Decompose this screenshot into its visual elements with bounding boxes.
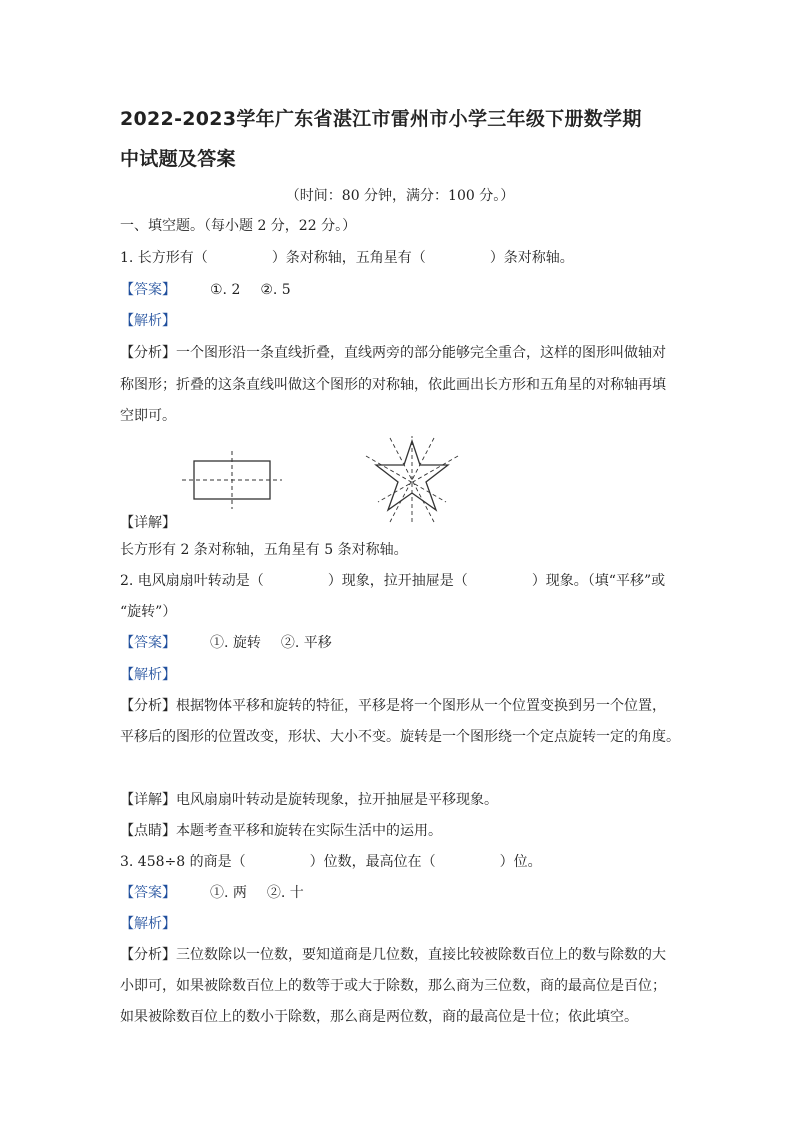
document-title-line2: 中试题及答案 bbox=[120, 148, 236, 170]
q3-answer-2: ②. 十 bbox=[266, 885, 304, 901]
q2-text-c: ）现象。（填“平移”或 bbox=[531, 573, 666, 589]
q3-fenxi-line2: 小即可，如果被除数百位上的数等于或大于除数，那么商为三位数，商的最高位是百位； bbox=[120, 978, 666, 994]
q2-answer-1: ①. 旋转 bbox=[210, 635, 261, 651]
fenxi-label: 【分析】 bbox=[120, 698, 176, 714]
fenxi-label: 【分析】 bbox=[120, 947, 176, 963]
q1-fenxi-line1 bbox=[120, 343, 680, 363]
q3-answer bbox=[120, 883, 680, 903]
q1-answer-2: ②. 5 bbox=[260, 282, 291, 298]
q3-answer-1: ①. 两 bbox=[210, 885, 247, 901]
q1-text-c: ）条对称轴。 bbox=[489, 250, 574, 266]
q1-fenxi-line3: 空即可。 bbox=[120, 408, 176, 424]
q2-analysis-label bbox=[120, 665, 680, 685]
q3-text-c: ）位。 bbox=[499, 854, 542, 870]
detail-label: 【详解】 bbox=[120, 515, 176, 531]
q2-text-b: ）现象，拉开抽屉是（ bbox=[327, 573, 468, 589]
q2-detail bbox=[120, 790, 680, 810]
question-2 bbox=[120, 571, 680, 591]
analysis-label: 【解析】 bbox=[120, 916, 176, 932]
fenxi-label: 【分析】 bbox=[120, 345, 176, 361]
q1-answer-1: ①. 2 bbox=[210, 282, 241, 298]
q3-text-b: ）位数，最高位在（ bbox=[309, 854, 436, 870]
q3-analysis-label bbox=[120, 914, 680, 934]
point-label: 【点睛】 bbox=[120, 823, 176, 839]
q2-point bbox=[120, 821, 680, 841]
q2-fenxi-line2: 平移后的图形的位置改变，形状、大小不变。旋转是一个图形绕一个定点旋转一定的角度。 bbox=[120, 729, 680, 745]
q3-text-a: 3. 458÷8 的商是（ bbox=[120, 854, 246, 870]
question-3 bbox=[120, 852, 680, 872]
q2-answer bbox=[120, 633, 680, 653]
rectangle-figure bbox=[182, 451, 282, 509]
q2-fenxi-text1: 根据物体平移和旋转的特征，平移是将一个图形从一个位置变换到另一个位置， bbox=[176, 698, 666, 714]
q1-text-a: 1. 长方形有（ bbox=[120, 250, 208, 266]
q2-text-a: 2. 电风扇扇叶转动是（ bbox=[120, 573, 264, 589]
answer-label: 【答案】 bbox=[120, 635, 176, 651]
q3-fenxi-line3: 如果被除数百位上的数小于除数，那么商是两位数，商的最高位是十位；依此填空。 bbox=[120, 1009, 638, 1025]
answer-label: 【答案】 bbox=[120, 885, 176, 901]
question-2-line2: “旋转”） bbox=[120, 604, 177, 620]
q3-fenxi-line1 bbox=[120, 945, 680, 965]
analysis-label: 【解析】 bbox=[120, 667, 176, 683]
analysis-label: 【解析】 bbox=[120, 313, 176, 329]
q2-answer-2: ②. 平移 bbox=[280, 635, 332, 651]
q1-analysis-label bbox=[120, 311, 680, 331]
q3-fenxi-text1: 三位数除以一位数，要知道商是几位数，直接比较被除数百位上的数与除数的大 bbox=[176, 947, 666, 963]
exam-info: （时间：80 分钟，满分：100 分。） bbox=[285, 188, 515, 204]
q2-detail-text: 电风扇扇叶转动是旋转现象，拉开抽屉是平移现象。 bbox=[176, 792, 498, 808]
q1-detail-text: 长方形有 2 条对称轴，五角星有 5 条对称轴。 bbox=[120, 542, 408, 558]
q2-fenxi-line1 bbox=[120, 696, 680, 716]
section-heading: 一、填空题。（每小题 2 分，22 分。） bbox=[120, 218, 357, 234]
answer-label: 【答案】 bbox=[120, 282, 176, 298]
q1-answer bbox=[120, 280, 680, 300]
q2-point-text: 本题考查平移和旋转在实际生活中的运用。 bbox=[176, 823, 442, 839]
question-1 bbox=[120, 248, 680, 268]
detail-label: 【详解】 bbox=[120, 792, 176, 808]
q1-fenxi-text1: 一个图形沿一条直线折叠，直线两旁的部分能够完全重合，这样的图形叫做轴对 bbox=[176, 345, 666, 361]
q1-fenxi-line2: 称图形；折叠的这条直线叫做这个图形的对称轴，依此画出长方形和五角星的对称轴再填 bbox=[120, 377, 666, 393]
q1-detail-label bbox=[120, 513, 680, 533]
star-figure bbox=[366, 436, 458, 522]
q1-text-b: ）条对称轴，五角星有（ bbox=[271, 250, 426, 266]
document-title-line1: 2022-2023学年广东省湛江市雷州市小学三年级下册数学期 bbox=[120, 108, 642, 130]
